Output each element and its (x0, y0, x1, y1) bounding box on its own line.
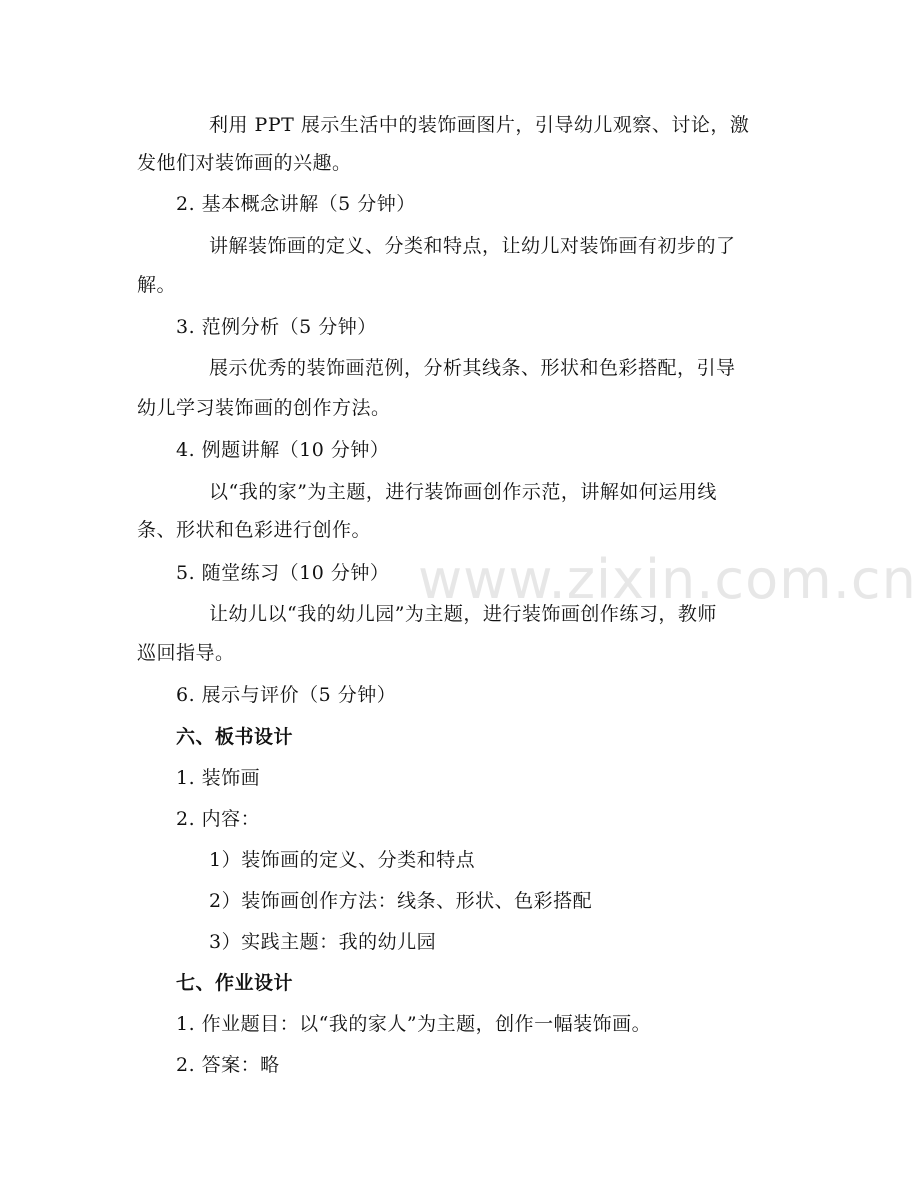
board-item-1: 1. 装饰画 (176, 767, 261, 789)
step-heading-3: 3. 范例分析（5 分钟） (176, 316, 377, 338)
paragraph-line-8: 条、形状和色彩进行创作。 (137, 519, 372, 541)
watermark-text: www.zixin.com.cn (418, 548, 917, 611)
board-subitem-3: 3）实践主题：我的幼儿园 (209, 931, 437, 953)
board-subitem-2: 2）装饰画创作方法：线条、形状、色彩搭配 (209, 890, 593, 912)
board-item-2: 2. 内容： (176, 808, 261, 830)
step-heading-2: 2. 基本概念讲解（5 分钟） (176, 193, 416, 215)
paragraph-line-5: 展示优秀的装饰画范例，分析其线条、形状和色彩搭配，引导 (209, 357, 736, 379)
paragraph-line-9: 让幼儿以“我的幼儿园”为主题，进行装饰画创作练习，教师 (209, 603, 717, 625)
paragraph-line-1: 利用 PPT 展示生活中的装饰画图片，引导幼儿观察、讨论，激 (209, 114, 750, 136)
paragraph-line-7: 以“我的家”为主题，进行装饰画创作示范，讲解如何运用线 (209, 481, 717, 503)
homework-item-2: 2. 答案：略 (176, 1054, 280, 1076)
section-heading-board-design: 六、板书设计 (176, 726, 294, 748)
paragraph-line-6: 幼儿学习装饰画的创作方法。 (137, 397, 391, 419)
section-heading-homework: 七、作业设计 (176, 972, 294, 994)
paragraph-line-3: 讲解装饰画的定义、分类和特点，让幼儿对装饰画有初步的了 (209, 235, 736, 257)
homework-item-1: 1. 作业题目：以“我的家人”为主题，创作一幅装饰画。 (176, 1013, 652, 1035)
paragraph-line-4: 解。 (137, 274, 177, 296)
board-subitem-1: 1）装饰画的定义、分类和特点 (209, 849, 476, 871)
step-heading-5: 5. 随堂练习（10 分钟） (176, 562, 390, 584)
paragraph-line-10: 巡回指导。 (137, 642, 235, 664)
step-heading-4: 4. 例题讲解（10 分钟） (176, 439, 390, 461)
paragraph-line-2: 发他们对装饰画的兴趣。 (137, 152, 352, 174)
step-heading-6: 6. 展示与评价（5 分钟） (176, 684, 397, 706)
